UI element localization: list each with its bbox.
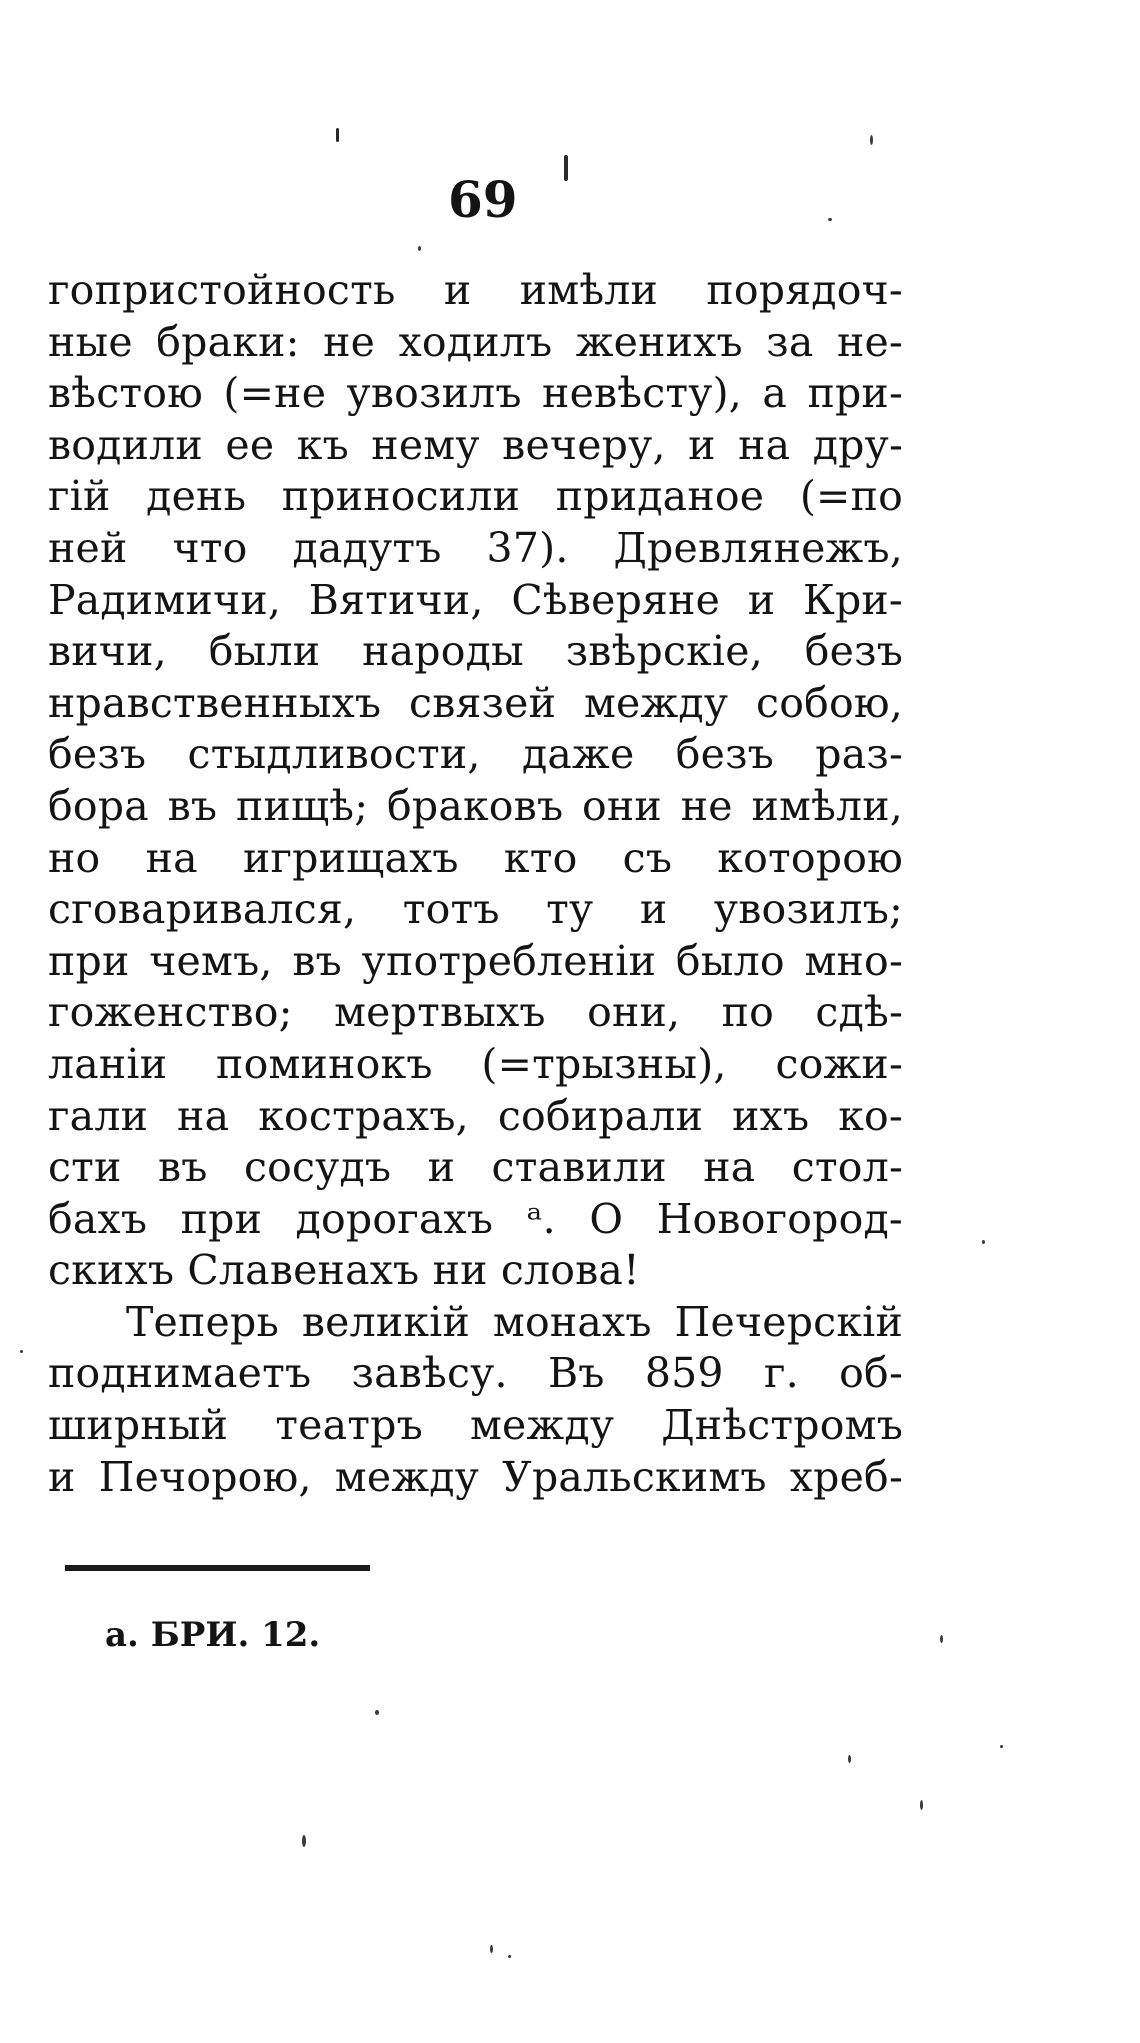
text-line: но на игрищахъ кто съ которою [48,833,903,882]
scan-speck [508,1955,511,1958]
scan-speck [302,1835,306,1847]
text-line: скихъ Славенахъ ни слова! [48,1246,640,1295]
scan-speck [920,1800,923,1810]
body-text [48,265,903,1503]
scan-speck [20,1350,23,1353]
text-line: вѣстою (=не увозилъ невѣсту), а при- [48,369,903,418]
scan-speck [490,1945,493,1953]
text-line: нравственныхъ связей между собою, [48,678,903,727]
text-line: ней что дадутъ 37). Древлянежъ, [48,523,903,572]
scan-speck [848,1755,851,1763]
text-line: вичи, были народы звѣрскіе, безъ [48,627,903,676]
page-number: 69 [448,170,518,229]
text-line: и Печорою, между Уральскимъ хреб- [48,1452,903,1501]
text-line: ные браки: не ходилъ женихъ за не- [48,317,903,366]
scan-speck [418,246,421,251]
text-line: ланіи поминокъ (=трызны), сожи- [48,1039,903,1088]
text-line: водили ее къ нему вечеру, и на дру- [48,420,903,469]
text-line: бахъ при дорогахъ ᵃ. О Новогород- [48,1194,903,1243]
scan-speck [564,155,568,181]
text-line: сговаривался, тотъ ту и увозилъ; [48,885,903,934]
text-line: сти въ сосудъ и ставили на стол- [48,1143,903,1192]
footnote-rule [65,1565,370,1571]
text-line: поднимаетъ завѣсу. Въ 859 г. об- [48,1349,903,1398]
scan-speck [870,135,873,145]
paragraph-start-line: Теперь великій монахъ Печерскій [126,1297,903,1346]
text-line: Радимичи, Вятичи, Сѣверяне и Кри- [48,575,903,624]
scan-speck [375,1710,379,1715]
text-line: гали на кострахъ, собирали ихъ ко- [48,1091,903,1140]
text-line: при чемъ, въ употребленіи было мно- [48,936,903,985]
scan-speck [1000,1745,1003,1748]
scan-speck [336,128,339,142]
text-line: бора въ пищѣ; браковъ они не имѣли, [48,781,903,830]
text-line: ширный театръ между Днѣстромъ [48,1401,903,1450]
text-line: гоженство; мертвыхъ они, по сдѣ- [48,988,903,1037]
footnote: a. БРИ. 12. [105,1615,321,1655]
text-line: безъ стыдливости, даже безъ раз- [48,730,903,779]
scan-speck [982,1240,985,1244]
text-line: гопристойность и имѣли порядоч- [48,266,903,314]
scan-speck [828,218,832,221]
text-line: гій день приносили приданое (=по [48,472,903,521]
scan-speck [940,1635,943,1643]
